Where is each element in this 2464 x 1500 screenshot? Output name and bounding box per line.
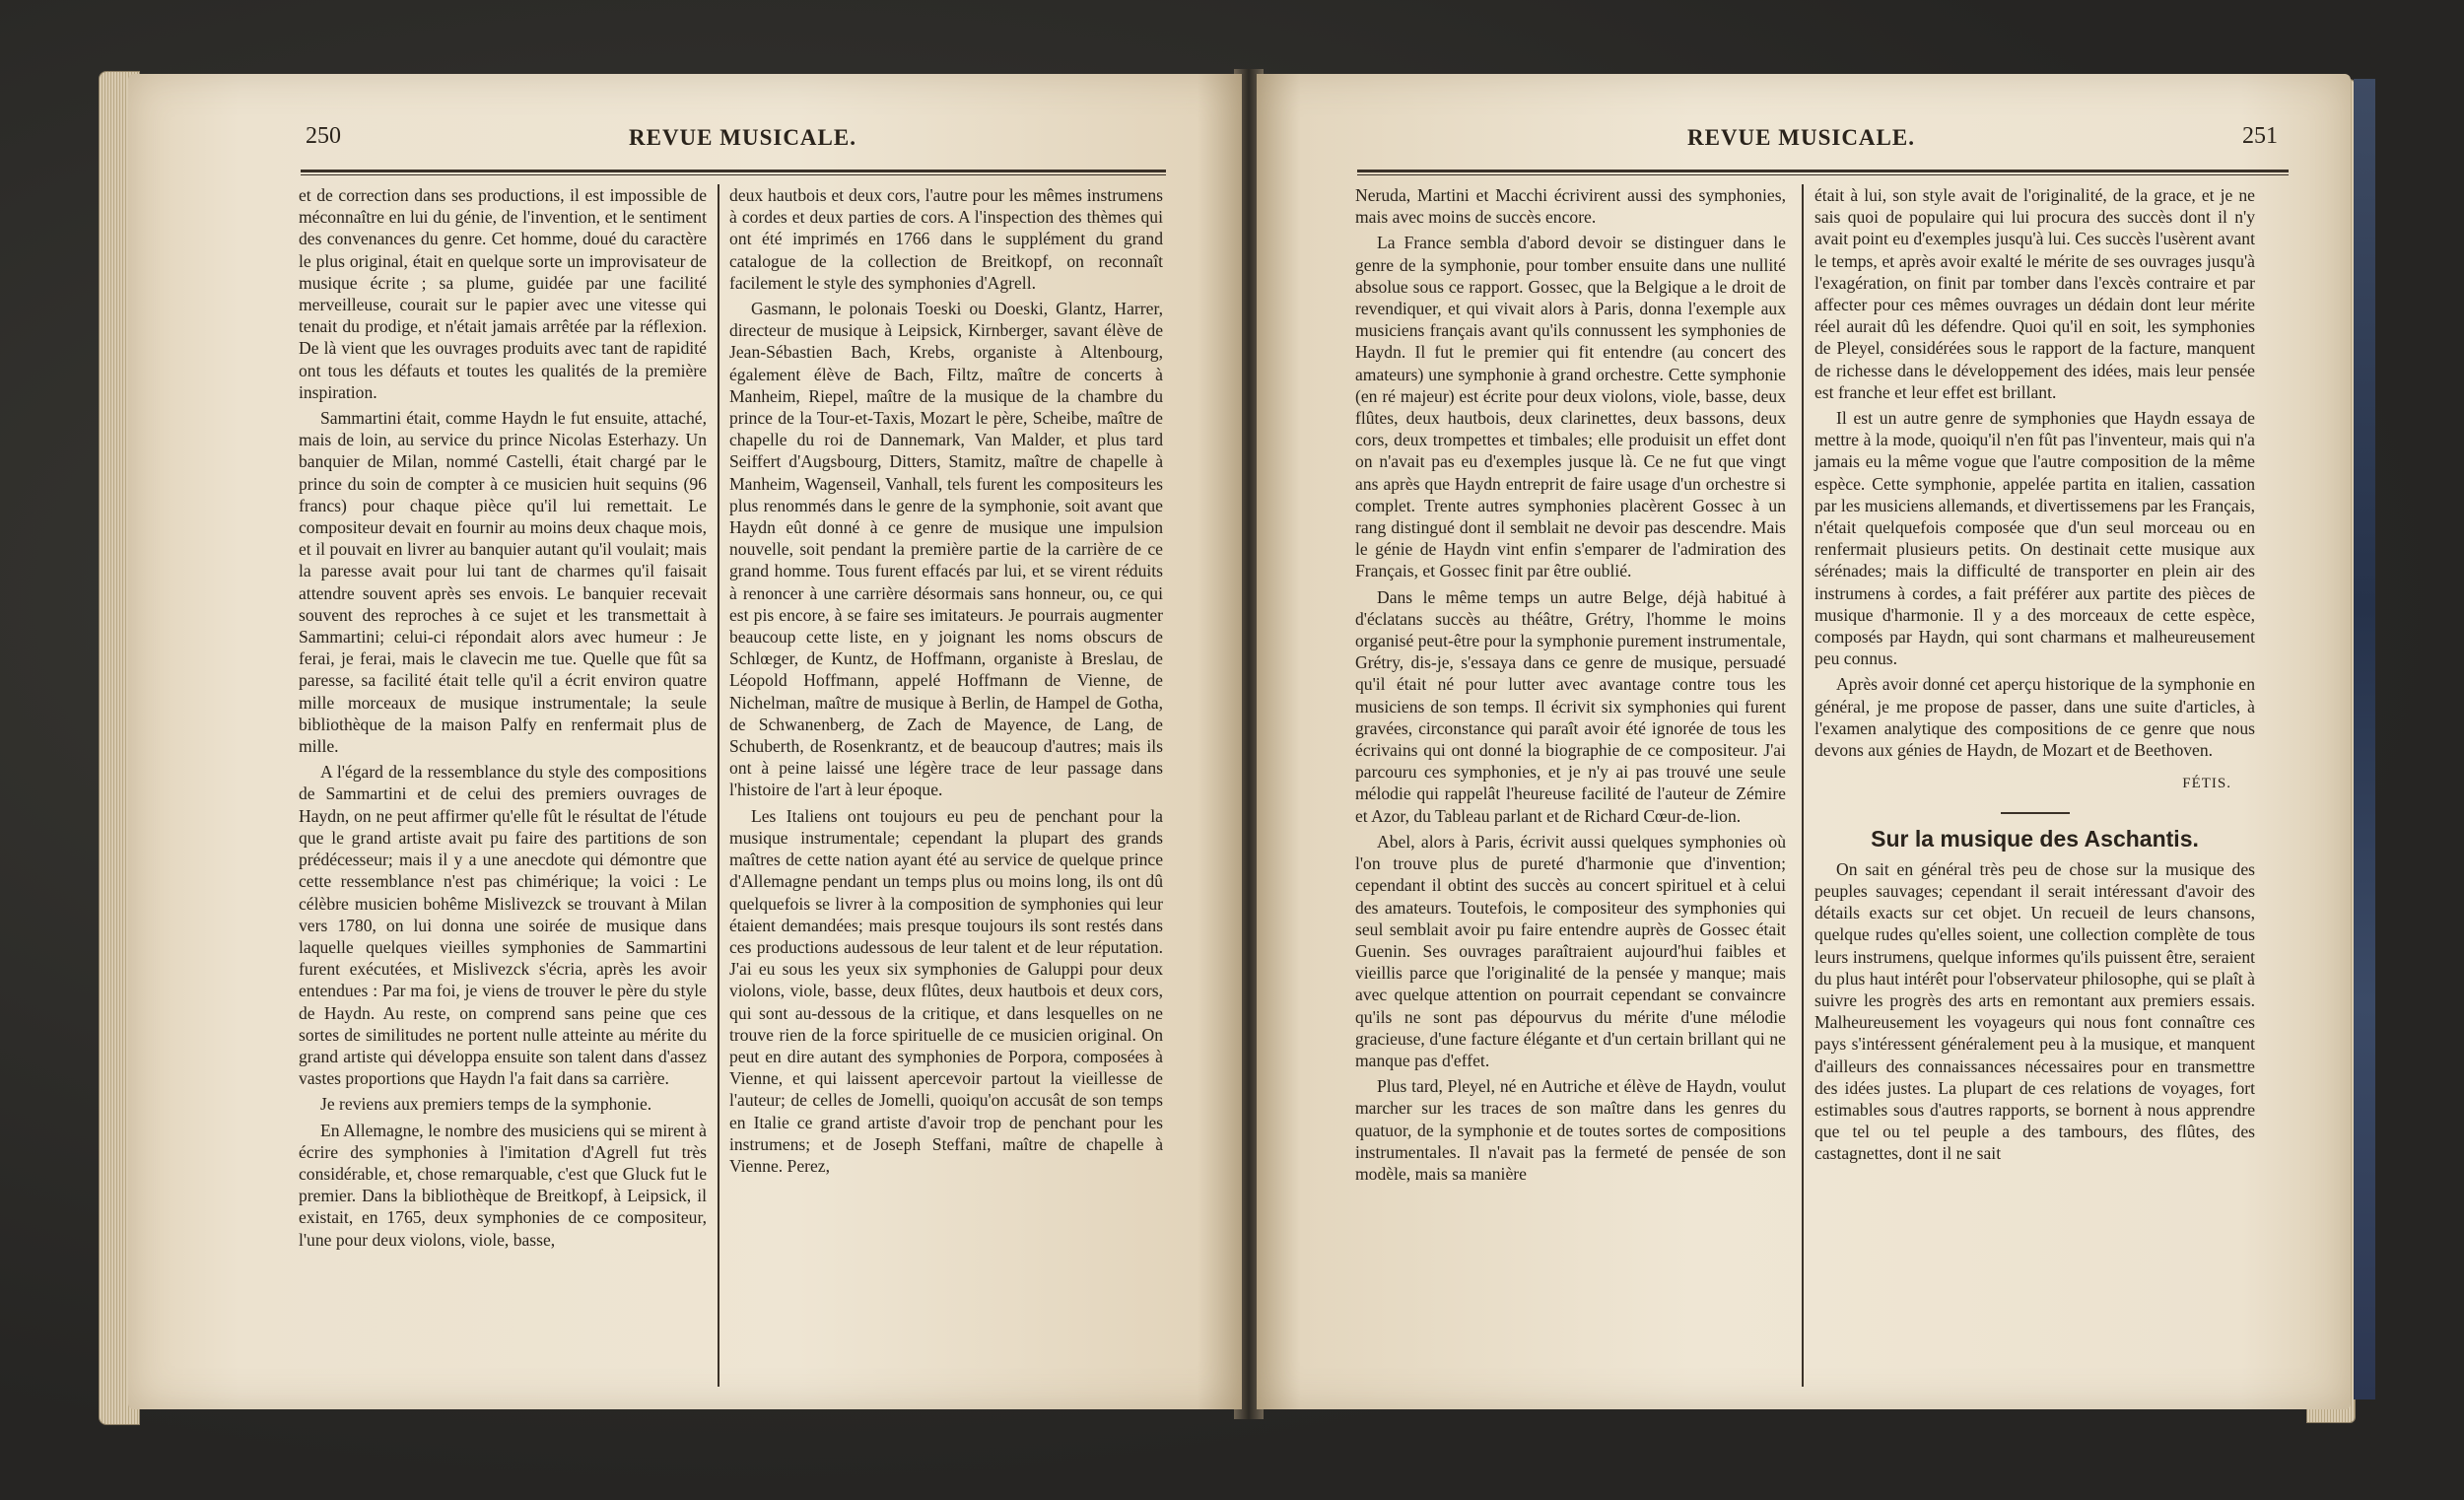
paragraph: deux hautbois et deux cors, l'autre pour les mêmes instrumens à cordes et deux parties de cors. A l'inspection des thèmes qui ont été imprimés en 1766 dans le supplément du grand catalogue de la collection de Breitkopf, on reconnaît facilement le style des symphonies d'Agrell. (729, 185, 1163, 293)
text-column-2 (729, 184, 1163, 1181)
text-column-1 (299, 184, 707, 1255)
text-column-2 (1814, 184, 2255, 1169)
header-rule (1357, 170, 2289, 175)
paragraph: A l'égard de la ressemblance du style des compositions de Sammartini et de celui des premiers ouvrages de Haydn, on ne peut affirmer qu'elle fût le résultat de l'étude que le grand artiste avait pu faire des partitions de son prédécesseur; mais il y a une anecdote qui démontre que cette ressemblance n'est pas chimérique; la voici : Le célèbre musicien bohême Mislivezck se trouvant à Milan vers 1780, on lui donna une soirée de musique dans laquelle quelques vieilles symphonies de Sammartini furent exécutées, et Mislivezck s'écria, après les avoir entendues : Par ma foi, je viens de trouver le père du style de Haydn. Au reste, on comprend sans peine que ces sortes de similitudes ne portent nulle atteinte au mérite du grand artiste qui développa ensuite son talent dans d'assez vastes proportions que Haydn l'a fait dans sa carrière. (299, 762, 707, 1089)
article-title: Sur la musique des Aschantis. (1871, 826, 2199, 852)
paragraph: On sait en général très peu de chose sur la musique des peuples sauvages; cependant il serait intéressant d'avoir des détails exacts sur cet objet. Un recueil de leurs chansons, quelque rudes qu'elles soient, une collection complète de tous leurs instrumens, quelque informes qu'ils puissent être, seraient du plus haut intérêt pour l'observateur philosophe, qui se plaît à suivre les progrès des arts en remontant aux premiers essais. Malheureusement les voyageurs qui nous font connaître ces pays s'intéressent généralement peu à la musique, et manquent d'ailleurs des connaissances nécessaires pour en transmettre des idées justes. La plupart de ces relations de voyages, fort estimables sous d'autres rapports, se bornent à nous apprendre que tel ou tel peuple a des tambours, des flûtes, des castagnettes, dont il ne sait (1814, 858, 2255, 1164)
running-header: REVUE MUSICALE. (1687, 125, 1915, 150)
paragraph: Après avoir donné cet aperçu historique de la symphonie en général, je me propose de passer, dans une suite d'articles, à l'examen analytique des compositions de ce genre que nous devons aux génies de Haydn, de Mozart et de Beethoven. (1814, 674, 2255, 761)
paragraph: En Allemagne, le nombre des musiciens qui se mirent à écrire des symphonies à l'imitation d'Agrell fut très considérable, et, chose remarquable, c'est que Gluck fut le premier. Dans la bibliothèque de Breitkopf, à Leipsick, il existait, en 1765, deux symphonies de ce compositeur, l'une pour deux violons, viole, basse, (299, 1120, 707, 1250)
paragraph: Les Italiens ont toujours eu peu de penchant pour la musique instrumentale; cependant la plupart des grands maîtres de cette nation ayant été au service de quelque prince d'Allemagne pendant un temps plus ou moins long, ils ont dû quelquefois se livrer à la composition de symphonies qui leur étaient demandées; mais presque toujours ils sont restés dans ces productions audessous de leur talent et de leur réputation. J'ai eu sous les yeux six symphonies de Galuppi pour deux violons, viole, basse, deux flûtes, deux hautbois et deux cors, qui sont au-dessous de la critique, et dans lesquelles on ne trouve rien de la force spirituelle de ce musicien original. On peut en dire autant des symphonies de Porpora, composées à Vienne, et qui laissent apercevoir partout la vieillesse de l'auteur; de celles de Jomelli, quoiqu'on accusât de son temps en Italie ce grand artiste d'avoir trop de penchant pour les instrumens; et de Joseph Steffani, maître de chapelle à Vienne. Perez, (729, 805, 1163, 1176)
header-rule (301, 170, 1166, 175)
column-separator (718, 184, 719, 1387)
book-cover-edge (2354, 79, 2375, 1399)
section-divider (2001, 812, 2070, 814)
paragraph: Il est un autre genre de symphonies que Haydn essaya de mettre à la mode, quoiqu'il n'en fût pas l'inventeur, mais qui n'a jamais eu la même vogue que l'autre composition de la même espèce. Cette symphonie, appelée partita en italien, cassation par les musiciens allemands, et divertissemens par les Français, n'était quelquefois composée que d'un seul morceau ou en renfermait plusieurs petits. On destinait cette musique aux sérénades; mais la difficulté de transporter en plein air des instrumens à cordes, a fait préférer aux partite des pièces de musique d'harmonie. Il y a des morceaux de cette espèce, composés par Haydn, qui sont charmans et malheureusement peu connus. (1814, 408, 2255, 669)
text-column-1 (1355, 184, 1786, 1189)
page-number: 250 (306, 123, 341, 149)
paragraph: Abel, alors à Paris, écrivit aussi quelques symphonies où l'on trouve plus de pureté d'harmonie que d'invention; cependant il obtint des succès au concert spirituel et à celui des amateurs. Toutefois, le compositeur des symphonies qui seul semblait avoir pu faire entendre auprès de Gossec était Guenin. Ses ouvrages paraîtraient aujourd'hui faibles et vieillis parce que l'originalité de la pensée y manque; mais avec quelque attention on pourrait cependant se convaincre qu'ils ne sont pas dépourvus du mérite d'une mélodie gracieuse, d'une facture élégante et d'un certain brillant qui ne manque pas d'effet. (1355, 831, 1786, 1070)
page-number: 251 (2242, 123, 2278, 149)
paragraph: Gasmann, le polonais Toeski ou Doeski, Glantz, Harrer, directeur de musique à Leipsick, Kirnberger, savant élève de Jean-Sébastien Bach, Krebs, organiste à Altenbourg, également élève de Bach, Filtz, maître de concerts à Manheim, Riepel, maître de la musique de la chambre du prince de la Tour-et-Taxis, Mozart le père, Scheibe, maître de chapelle du roi de Dannemark, Van Malder, et plus tard Seiffert d'Augsbourg, Ditters, Stamitz, maître de chapelle à Manheim, Wagenseil, Vanhall, tels furent les compositeurs les plus renommés dans le genre de la symphonie, soit avant que Haydn eût donné à ce genre de musique une impulsion nouvelle, soit pendant la première partie de la carrière de ce grand homme. Tous furent effacés par lui, et se virent réduits à renoncer à une carrière désormais sans honneur, ou, ce qui est pis encore, à se faire ses imitateurs. Je pourrais augmenter beaucoup cette liste, en y joignant les noms obscurs de Schlœger, de Kuntz, de Hoffmann, organiste à Breslau, de Léopold Hoffmann, appelé Hoffmann de Vienne, de Nichelman, maître de musique à Berlin, de Hampel de Gotha, de Schwanenberg, de Zach de Mayence, de Lang, de Schuberth, de Rosenkrantz, et de beaucoup d'autres; mais ils ont à peine laissé une légère trace de leur passage dans l'histoire de l'art à leur époque. (729, 299, 1163, 800)
running-header: REVUE MUSICALE. (629, 125, 856, 150)
paragraph: était à lui, son style avait de l'originalité, de la grace, et je ne sais quoi de populaire qui lui procura des succès dont il n'y avait point eu d'exemples jusqu'à lui. Ces succès l'usèrent avant le temps, et après avoir exalté le mérite de ses ouvrages jusqu'à l'exagération, on finit par tomber dans l'excès contraire et par affecter pour ces mêmes ouvrages un dédain dont leur mérite réel aurait dû les défendre. Quoi qu'il en soit, les symphonies de Pleyel, considérées sous le rapport de la facture, manquent de richesse dans le développement des idées, mais leur pensée est franche et leur effet est brillant. (1814, 185, 2255, 402)
paragraph: Dans le même temps un autre Belge, déjà habitué à d'éclatans succès au théâtre, Grétry, l'homme le moins organisé peut-être pour la symphonie purement instrumentale, Grétry, dis-je, s'essaya dans ce genre de musique, persuadé qu'il était né pour lutter avec avantage contre tous les musiciens de son temps. Il écrivit six symphonies qui furent gravées, circonstance qui paraît avoir été ignorée de tous les écrivains qui ont donné la biographie de ce compositeur. J'ai parcouru ces symphonies, et je n'y ai pas trouvé une seule mélodie qui rappelât l'heureuse facilité de l'auteur de Zémire et Azor, du Tableau parlant et de Richard Cœur-de-lion. (1355, 586, 1786, 826)
left-page (128, 74, 1242, 1409)
paragraph: et de correction dans ses productions, il est impossible de méconnaître en lui du génie, de l'invention, et le sentiment des convenances du genre. Cet homme, doué du caractère le plus original, était en quelque sorte un improvisateur de musique écrite ; sa plume, guidée par une facilité merveilleuse, courait sur le papier avec une vitesse qui tenait du prodige, et n'était jamais arrêtée par la réflexion. De là vient que les ouvrages produits avec tant de rapidité ont tous les défauts et toutes les qualités de la première inspiration. (299, 185, 707, 402)
paragraph: La France sembla d'abord devoir se distinguer dans le genre de la symphonie, pour tomber ensuite dans une nullité absolue sous ce rapport. Gossec, que la Belgique a le droit de revendiquer, et qui vivait alors à Paris, donna l'exemple aux musiciens français avant qu'ils connussent les symphonies de Haydn. Il fut le premier qui fit entendre (au concert des amateurs) une symphonie à grand orchestre. Cette symphonie (en ré majeur) est écrite pour deux violons, viole, basse, deux flûtes, deux hautbois, deux clarinettes, deux bassons, deux cors, deux trompettes et timbales; elle produisit un effet dont on n'avait pas eu d'exemples jusque là. Ce ne fut que vingt ans après que Haydn entreprit de faire usage d'un orchestre si complet. Trente autres symphonies placèrent Gossec à un rang distingué dont il semblait ne devoir pas descendre. Mais le génie de Haydn vint enfin s'emparer de l'admiration des Français, et Gossec finit par être oublié. (1355, 233, 1786, 581)
right-page (1257, 74, 2351, 1409)
column-separator (1802, 184, 1804, 1387)
paragraph: Je reviens aux premiers temps de la symphonie. (320, 1094, 652, 1115)
paragraph: Neruda, Martini et Macchi écrivirent aussi des symphonies, mais avec moins de succès encore. (1355, 185, 1786, 228)
author-signature: FÉTIS. (2182, 776, 2231, 792)
paragraph: Plus tard, Pleyel, né en Autriche et élève de Haydn, voulut marcher sur les traces de son maître dans les genres du quatuor, de la symphonie et de toutes sortes de compositions instrumentales. Il n'avait pas la fermeté de pensée de son modèle, mais sa manière (1355, 1076, 1786, 1184)
paragraph: Sammartini était, comme Haydn le fut ensuite, attaché, mais de loin, au service du prince Nicolas Esterhazy. Un banquier de Milan, nommé Castelli, était chargé par le prince du soin de compter à ce musicien huit sequins (96 francs) pour chaque pièce qu'il lui remettait. Le compositeur devait en fournir au moins deux chaque mois, et il pouvait en livrer au banquier autant qu'il voulait; mais la paresse avait pour lui tant de charmes qu'il faisait attendre souvent après ses envois. Le banquier recevait souvent des reproches à ce sujet et les transmettait à Sammartini; celui-ci répondait alors avec humeur : Je ferai, je ferai, mais le clavecin me tue. Quelle que fût sa paresse, sa facilité était telle qu'il a écrit environ quatre mille morceaux de musique instrumentale; la seule bibliothèque de la maison Palfy en renfermait plus de mille. (299, 408, 707, 757)
